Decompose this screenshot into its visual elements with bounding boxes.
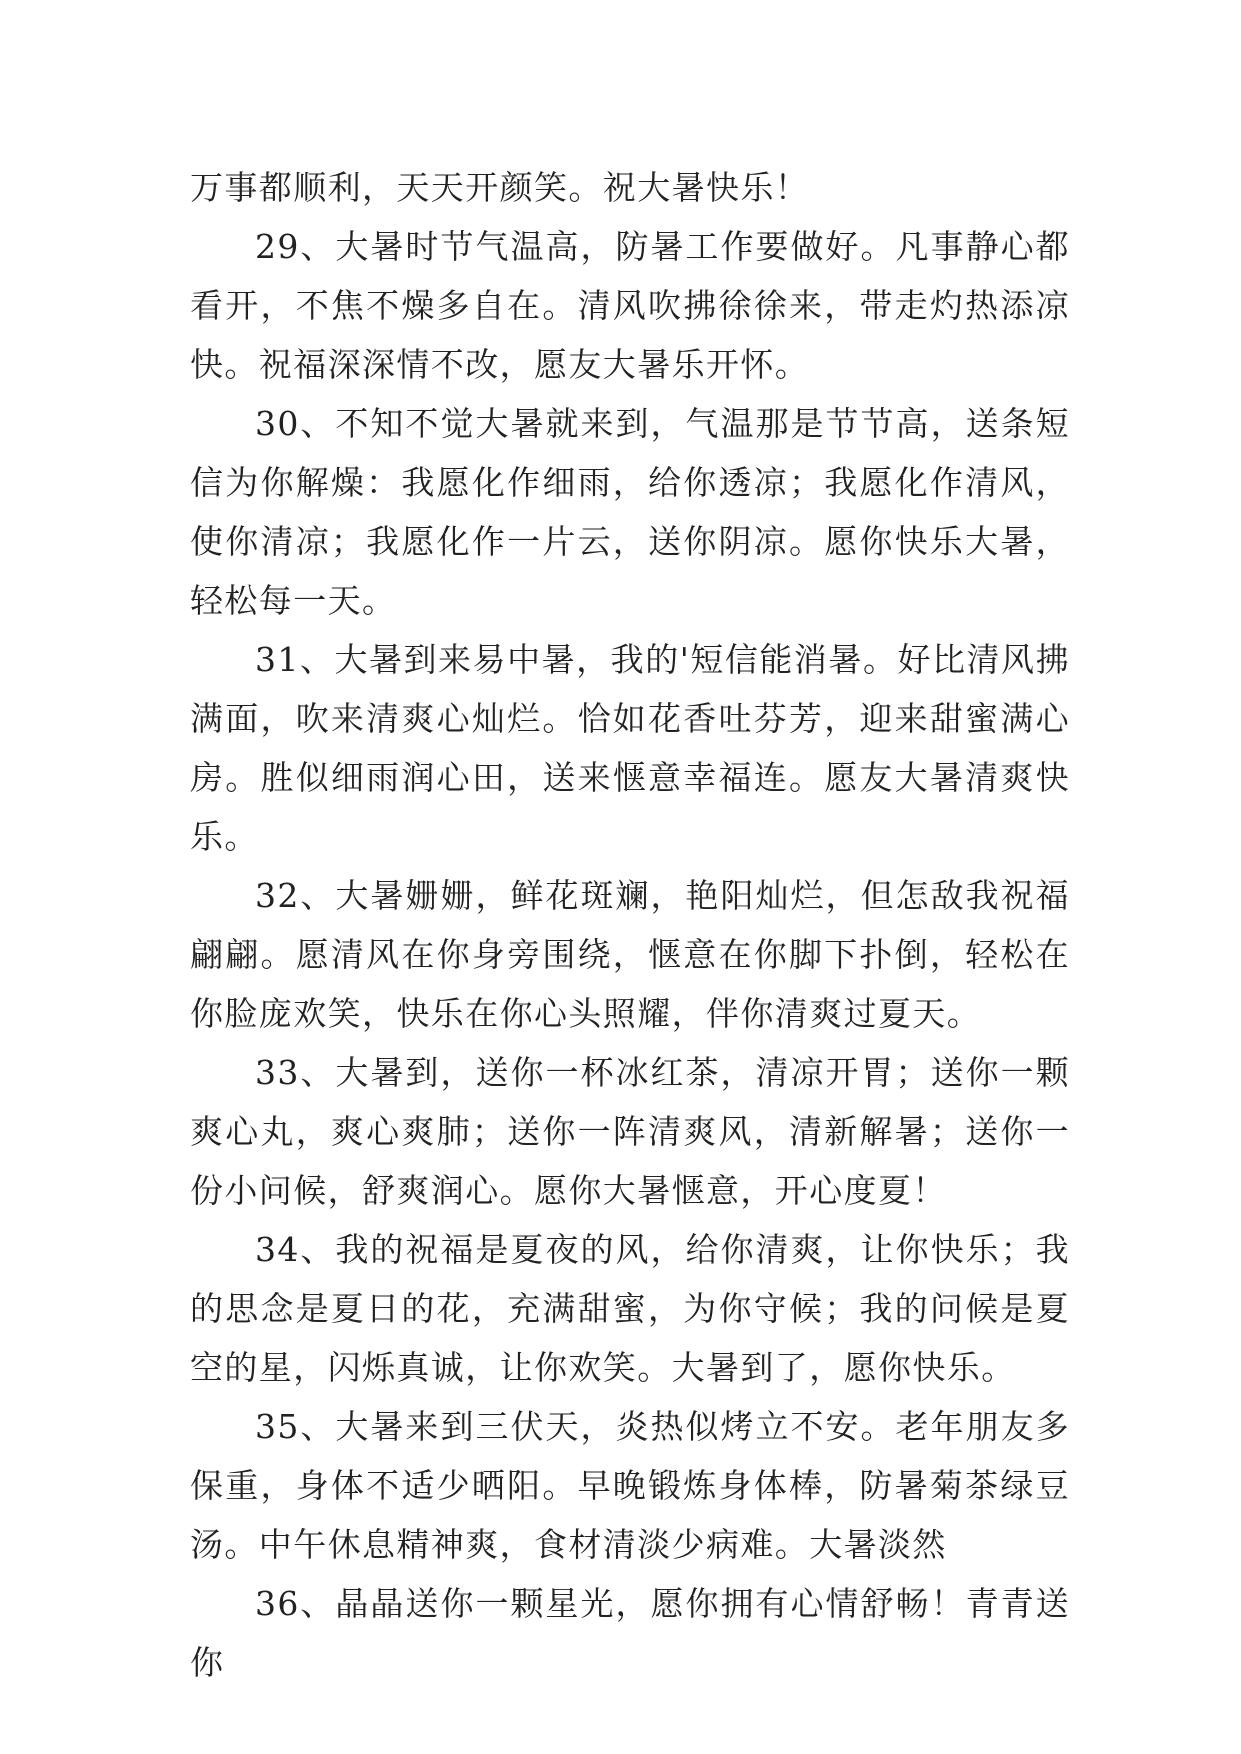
- document-body: [190, 158, 1070, 1692]
- paragraph-35: 35、大暑来到三伏天，炎热似烤立不安。老年朋友多保重，身体不适少晒阳。早晚锻炼身体棒，防暑菊茶绿豆汤。中午休息精神爽，食材清淡少病难。大暑淡然: [190, 1407, 1070, 1564]
- paragraph-36: 36、晶晶送你一颗星光，愿你拥有心情舒畅！青青送你: [190, 1584, 1070, 1682]
- paragraph-31: 31、大暑到来易中暑，我的'短信能消暑。好比清风拂满面，吹来清爽心灿烂。恰如花香吐芬芳，迎来甜蜜满心房。胜似细雨润心田，送来惬意幸福连。愿友大暑清爽快乐。: [190, 640, 1070, 856]
- paragraph-33: 33、大暑到，送你一杯冰红茶，清凉开胃；送你一颗爽心丸，爽心爽肺；送你一阵清爽风，清新解暑；送你一份小问候，舒爽润心。愿你大暑惬意，开心度夏！: [190, 1053, 1070, 1210]
- paragraph-34: 34、我的祝福是夏夜的风，给你清爽，让你快乐；我的思念是夏日的花，充满甜蜜，为你守候；我的问候是夏空的星，闪烁真诚，让你欢笑。大暑到了，愿你快乐。: [190, 1230, 1070, 1387]
- paragraph-continuation: 万事都顺利，天天开颜笑。祝大暑快乐！: [190, 168, 810, 207]
- paragraph-32: 32、大暑姗姗，鲜花斑斓，艳阳灿烂，但怎敌我祝福翩翩。愿清风在你身旁围绕，惬意在你脚下扑倒，轻松在你脸庞欢笑，快乐在你心头照耀，伴你清爽过夏天。: [190, 876, 1070, 1033]
- paragraph-30: 30、不知不觉大暑就来到，气温那是节节高，送条短信为你解燥：我愿化作细雨，给你透凉；我愿化作清风，使你清凉；我愿化作一片云，送你阴凉。愿你快乐大暑，轻松每一天。: [190, 404, 1070, 620]
- paragraph-29: 29、大暑时节气温高，防暑工作要做好。凡事静心都看开，不焦不燥多自在。清风吹拂徐徐来，带走灼热添凉快。祝福深深情不改，愿友大暑乐开怀。: [190, 227, 1070, 384]
